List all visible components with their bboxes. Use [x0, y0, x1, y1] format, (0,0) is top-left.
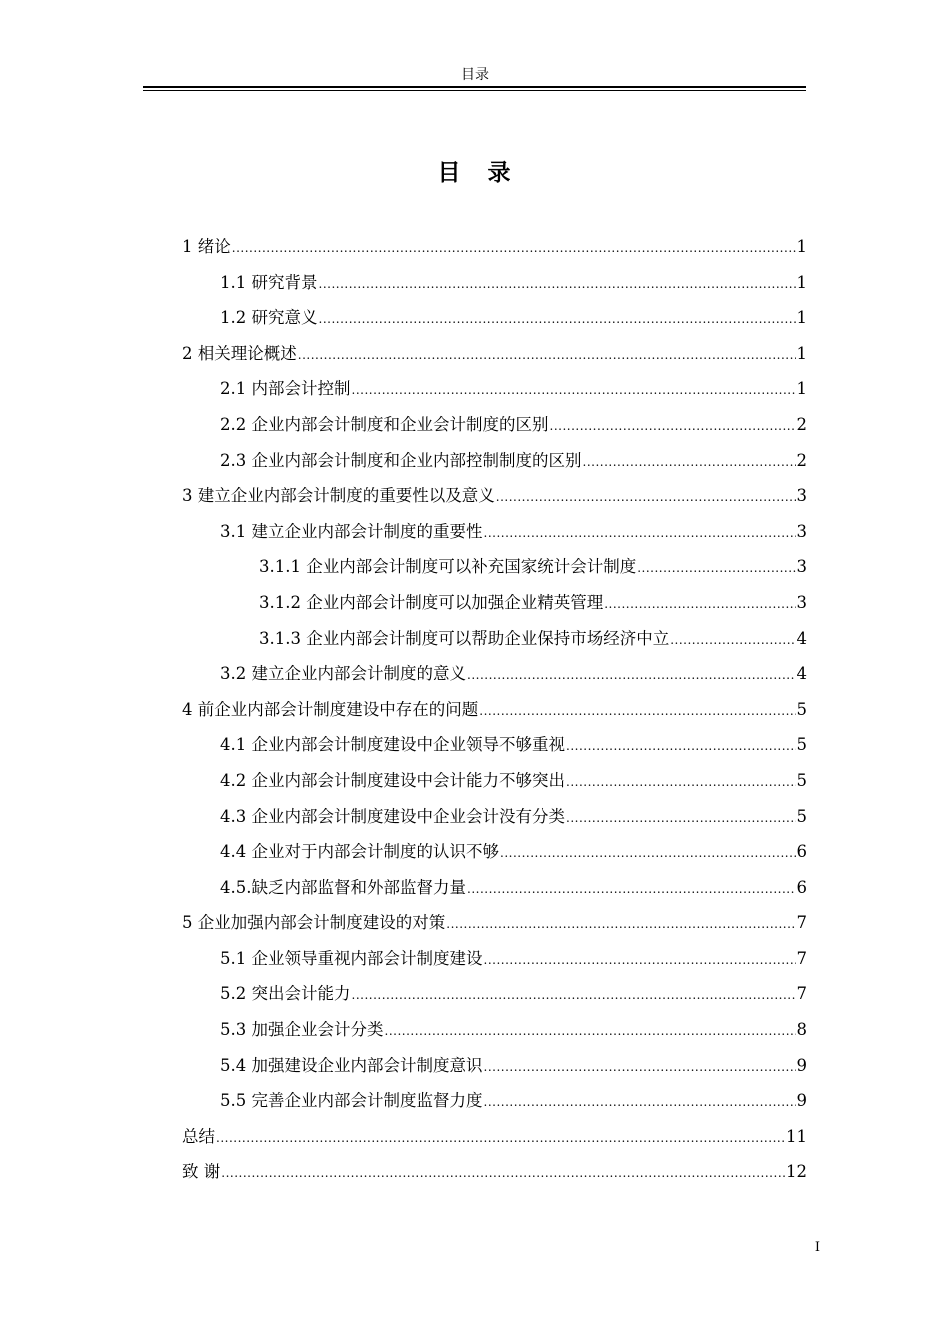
running-header: 目录	[461, 67, 489, 83]
toc-leader-dots	[500, 841, 796, 865]
toc-leader-dots	[216, 1126, 785, 1150]
toc-entry[interactable]	[182, 982, 807, 1018]
toc-entry-label: 2 相关理论概述	[182, 343, 297, 363]
toc-entry-label: 4.2 企业内部会计制度建设中会计能力不够突出	[220, 770, 565, 790]
toc-entry[interactable]	[182, 1125, 807, 1161]
toc-entry-label: 4.4 企业对于内部会计制度的认识不够	[220, 842, 499, 862]
toc-entry[interactable]	[182, 805, 807, 841]
toc-entry[interactable]	[182, 698, 807, 734]
toc-entry[interactable]	[182, 1160, 807, 1196]
toc-entry-label: 5.4 加强建设企业内部会计制度意识	[220, 1055, 483, 1075]
toc-entry[interactable]	[182, 591, 807, 627]
toc-entry-page: 1	[796, 272, 807, 292]
toc-entry-page: 4	[796, 628, 807, 648]
toc-leader-dots	[467, 663, 796, 687]
toc-entry[interactable]	[182, 271, 807, 307]
toc-entry-label: 总结	[182, 1126, 215, 1146]
toc-entry-label: 4.3 企业内部会计制度建设中企业会计没有分类	[220, 806, 565, 826]
toc-leader-dots	[352, 983, 796, 1007]
toc-entry[interactable]	[182, 555, 807, 591]
toc-entry-label: 5 企业加强内部会计制度建设的对策	[182, 913, 446, 933]
toc-entry-label: 4.5.缺乏内部监督和外部监督力量	[220, 877, 466, 897]
toc-entry-label: 2.2 企业内部会计制度和企业会计制度的区别	[220, 414, 549, 434]
toc-entry-page: 3	[796, 557, 807, 577]
toc-entry-label: 1.1 研究背景	[220, 272, 318, 292]
toc-leader-dots	[446, 912, 795, 936]
toc-entry-label: 3.1 建立企业内部会计制度的重要性	[220, 521, 483, 541]
toc-entry-page: 2	[796, 414, 807, 434]
toc-entry[interactable]	[182, 377, 807, 413]
toc-entry-page: 1	[796, 343, 807, 363]
page-number: I	[814, 1240, 820, 1255]
toc-leader-dots	[484, 1055, 796, 1079]
toc-entry[interactable]	[182, 911, 807, 947]
toc-entry[interactable]	[182, 876, 807, 912]
header-rule-thin	[143, 90, 806, 91]
toc-entry[interactable]	[182, 1089, 807, 1125]
toc-entry-label: 1 绪论	[182, 237, 231, 256]
toc-entry[interactable]	[182, 520, 807, 556]
toc-entry-page: 6	[796, 877, 807, 897]
toc-entry-label: 致 谢	[182, 1162, 221, 1182]
toc-entry-label: 4 前企业内部会计制度建设中存在的问题	[182, 699, 479, 719]
toc-leader-dots	[479, 699, 795, 723]
toc-leader-dots	[550, 414, 796, 438]
toc-leader-dots	[484, 521, 796, 545]
toc-entry[interactable]	[182, 1054, 807, 1090]
toc-leader-dots	[352, 378, 796, 402]
toc-entry-page: 9	[796, 1055, 807, 1075]
toc-leader-dots	[467, 877, 796, 901]
toc-entry-page: 11	[786, 1126, 807, 1146]
toc-entry-label: 3 建立企业内部会计制度的重要性以及意义	[182, 486, 495, 506]
toc-entry[interactable]	[182, 306, 807, 342]
toc-entry-label: 5.5 完善企业内部会计制度监督力度	[220, 1091, 483, 1111]
toc-entry-page: 8	[796, 1020, 807, 1040]
toc-entry-label: 3.1.3 企业内部会计制度可以帮助企业保持市场经济中立	[259, 628, 670, 648]
toc-entry-page: 3	[796, 521, 807, 541]
toc-leader-dots	[583, 450, 796, 474]
table-of-contents	[182, 235, 807, 1196]
toc-entry-page: 9	[796, 1091, 807, 1111]
toc-entry-page: 7	[796, 984, 807, 1004]
toc-entry[interactable]	[182, 840, 807, 876]
toc-entry-page: 5	[796, 699, 807, 719]
toc-entry-label: 3.1.1 企业内部会计制度可以补充国家统计会计制度	[259, 557, 637, 577]
toc-entry-label: 2.3 企业内部会计制度和企业内部控制制度的区别	[220, 450, 582, 470]
toc-leader-dots	[484, 1090, 796, 1114]
toc-entry-page: 5	[796, 806, 807, 826]
toc-entry-page: 6	[796, 842, 807, 862]
toc-entry-label: 3.1.2 企业内部会计制度可以加强企业精英管理	[259, 592, 604, 612]
toc-leader-dots	[298, 343, 796, 367]
header-rule-thick	[143, 86, 806, 88]
toc-entry[interactable]	[182, 947, 807, 983]
toc-entry-page: 3	[796, 486, 807, 506]
toc-entry-label: 2.1 内部会计控制	[220, 379, 351, 399]
toc-entry-label: 4.1 企业内部会计制度建设中企业领导不够重视	[220, 735, 565, 755]
toc-leader-dots	[319, 307, 796, 331]
toc-entry[interactable]	[182, 769, 807, 805]
toc-entry[interactable]	[182, 449, 807, 485]
toc-entry[interactable]	[182, 235, 807, 271]
toc-leader-dots	[496, 485, 796, 509]
toc-entry-page: 1	[796, 379, 807, 399]
toc-entry-page: 12	[786, 1162, 807, 1182]
toc-entry-page: 5	[796, 770, 807, 790]
toc-leader-dots	[221, 1161, 785, 1185]
toc-entry-label: 1.2 研究意义	[220, 308, 318, 328]
toc-entry[interactable]	[182, 733, 807, 769]
toc-entry[interactable]	[182, 662, 807, 698]
toc-entry-page: 1	[796, 308, 807, 328]
toc-entry-label: 3.2 建立企业内部会计制度的意义	[220, 664, 466, 684]
toc-entry[interactable]	[182, 627, 807, 663]
toc-entry[interactable]	[182, 413, 807, 449]
toc-entry-page: 3	[796, 592, 807, 612]
toc-title: 目 录	[437, 159, 513, 186]
toc-entry[interactable]	[182, 484, 807, 520]
toc-entry-label: 5.2 突出会计能力	[220, 984, 351, 1004]
toc-entry-page: 5	[796, 735, 807, 755]
toc-entry-page: 2	[796, 450, 807, 470]
toc-leader-dots	[566, 770, 796, 794]
toc-entry-page: 7	[796, 948, 807, 968]
toc-leader-dots	[566, 734, 796, 758]
toc-leader-dots	[484, 948, 796, 972]
toc-leader-dots	[670, 628, 795, 652]
toc-leader-dots	[637, 556, 795, 580]
toc-entry-page: 1	[796, 237, 807, 256]
toc-leader-dots	[604, 592, 795, 616]
toc-entry-page: 4	[796, 664, 807, 684]
toc-entry[interactable]	[182, 342, 807, 378]
toc-leader-dots	[319, 272, 796, 296]
toc-entry[interactable]	[182, 1018, 807, 1054]
toc-entry-label: 5.3 加强企业会计分类	[220, 1020, 384, 1040]
toc-leader-dots	[232, 236, 796, 260]
toc-entry-page: 7	[796, 913, 807, 933]
toc-leader-dots	[385, 1019, 796, 1043]
toc-entry-label: 5.1 企业领导重视内部会计制度建设	[220, 948, 483, 968]
toc-leader-dots	[566, 806, 796, 830]
